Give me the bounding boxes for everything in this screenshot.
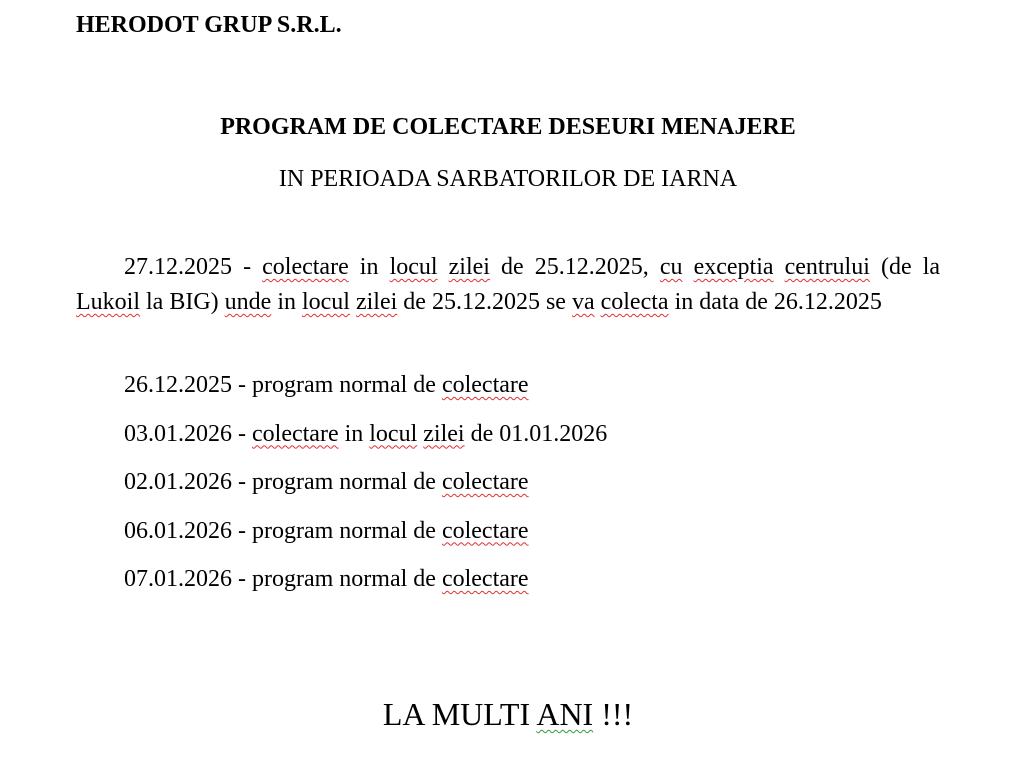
- spellcheck-word: Lukoil: [76, 289, 140, 315]
- closing-text: !!!: [593, 696, 634, 732]
- paragraph-text: de 25.12.2025,: [489, 254, 660, 280]
- spellcheck-word: colecta: [600, 289, 669, 315]
- schedule-date: 03.01.2026: [124, 420, 232, 447]
- schedule-item: [124, 465, 607, 514]
- spellcheck-word: colectare: [441, 517, 529, 544]
- paragraph-text: in: [271, 289, 302, 315]
- spellcheck-word: colectare: [252, 420, 339, 447]
- document-title: PROGRAM DE COLECTARE DESEURI MENAJERE: [220, 114, 796, 140]
- schedule-date: 06.01.2026: [124, 517, 232, 544]
- exception-paragraph: [76, 250, 940, 320]
- spellcheck-word: locul: [369, 420, 418, 447]
- schedule-item: [124, 562, 607, 611]
- schedule-list: [124, 368, 607, 611]
- spellcheck-word: zilei: [423, 420, 465, 447]
- document-subtitle: IN PERIOADA SARBATORILOR DE IARNA: [278, 166, 738, 192]
- spellcheck-word: locul: [389, 254, 438, 280]
- paragraph-text: [774, 254, 785, 280]
- schedule-date: 26.12.2025: [124, 372, 232, 398]
- spellcheck-word: cu: [659, 254, 683, 280]
- paragraph-text: de 25.12.2025 se: [397, 289, 572, 315]
- spellcheck-word: locul: [301, 289, 350, 315]
- spellcheck-word: colectare: [441, 566, 529, 592]
- schedule-text: - program normal de: [232, 517, 442, 544]
- company-name: HERODOT GRUP S.R.L.: [76, 12, 342, 38]
- spellcheck-word: colectare: [441, 469, 529, 495]
- spellcheck-word: zilei: [355, 289, 398, 315]
- spellcheck-word: centrului: [784, 254, 870, 280]
- paragraph-text: [682, 254, 693, 280]
- spellcheck-word: va: [571, 289, 595, 315]
- schedule-text: -: [232, 420, 252, 447]
- paragraph-text: [438, 254, 449, 280]
- paragraph-text: in: [348, 254, 390, 280]
- schedule-item: [124, 368, 607, 417]
- paragraph-text: -: [232, 254, 263, 280]
- closing-greeting: [0, 696, 1016, 733]
- paragraph-text: la BIG): [140, 289, 225, 315]
- closing-text: LA MULTI: [382, 696, 537, 732]
- schedule-text: - program normal de: [232, 372, 442, 398]
- spellcheck-word: colectare: [262, 254, 349, 280]
- schedule-text: - program normal de: [232, 566, 442, 592]
- spellcheck-word: unde: [224, 289, 272, 315]
- spellcheck-word: exceptia: [693, 254, 774, 280]
- schedule-item: [124, 514, 607, 563]
- schedule-item: [124, 417, 607, 466]
- schedule-text: in: [338, 420, 370, 447]
- paragraph-text: in data de 26.12.2025: [668, 289, 882, 315]
- spellcheck-word: zilei: [448, 254, 490, 280]
- paragraph-text: (de la: [869, 254, 941, 280]
- schedule-date: 02.01.2026: [124, 469, 232, 495]
- schedule-date: 07.01.2026: [124, 566, 232, 592]
- paragraph-date: 27.12.2025: [124, 254, 232, 280]
- schedule-text: - program normal de: [232, 469, 442, 495]
- grammar-word: ANI: [536, 696, 594, 732]
- schedule-text: de 01.01.2026: [464, 420, 608, 447]
- spellcheck-word: colectare: [441, 372, 529, 398]
